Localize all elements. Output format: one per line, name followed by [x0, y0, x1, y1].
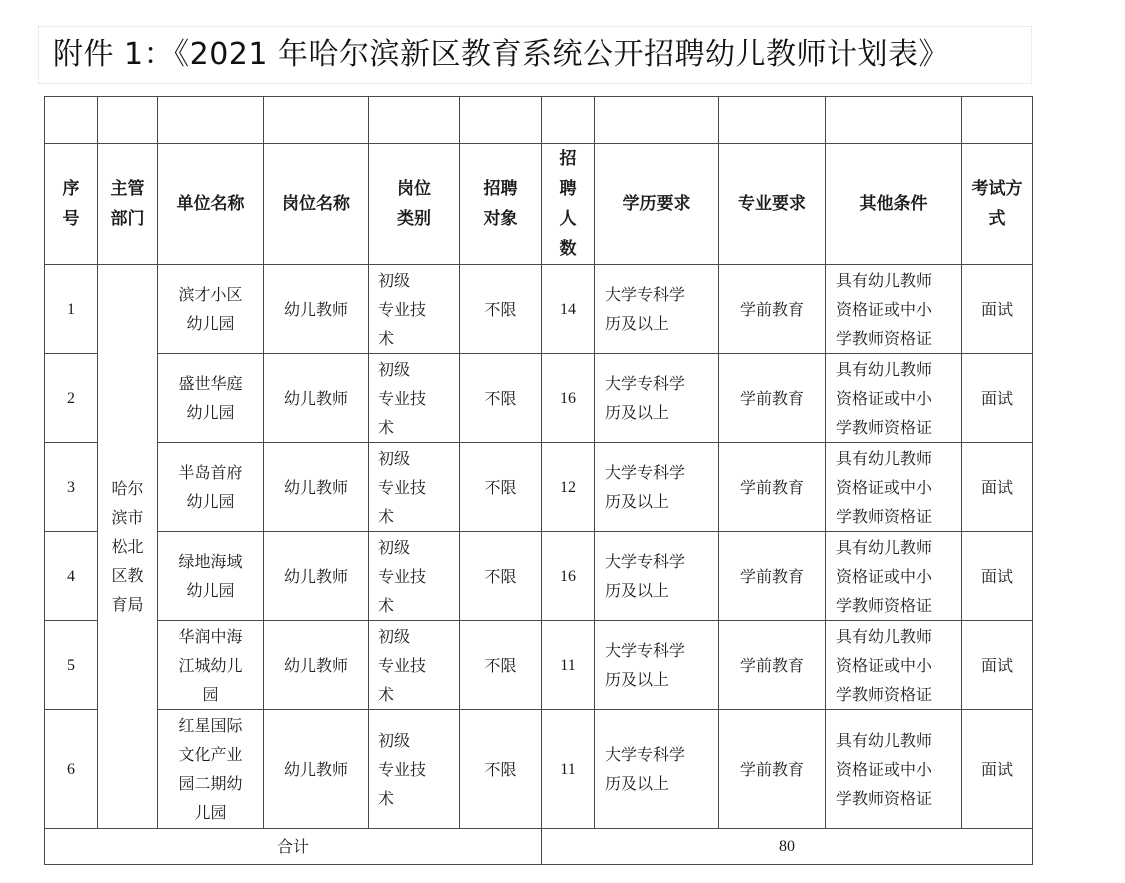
cell-exam: 面试	[962, 443, 1033, 532]
cell-unit: 盛世华庭 幼儿园	[158, 354, 264, 443]
cell-target: 不限	[460, 710, 542, 829]
header-other: 其他条件	[826, 144, 962, 265]
cell-target: 不限	[460, 443, 542, 532]
cell-exam: 面试	[962, 354, 1033, 443]
cell-education: 大学专科学 历及以上	[595, 710, 719, 829]
header-unit: 单位名称	[158, 144, 264, 265]
cell-major: 学前教育	[719, 532, 826, 621]
cell-category: 初级 专业技 术	[369, 354, 460, 443]
cell-education: 大学专科学 历及以上	[595, 265, 719, 354]
blank-cell	[595, 97, 719, 144]
cell-count: 14	[542, 265, 595, 354]
header-category: 岗位 类别	[369, 144, 460, 265]
table-row	[45, 354, 1033, 443]
cell-unit: 半岛首府 幼儿园	[158, 443, 264, 532]
header-position: 岗位名称	[264, 144, 369, 265]
cell-target: 不限	[460, 621, 542, 710]
cell-education: 大学专科学 历及以上	[595, 354, 719, 443]
cell-other: 具有幼儿教师 资格证或中小 学教师资格证	[826, 265, 962, 354]
cell-target: 不限	[460, 354, 542, 443]
cell-unit: 华润中海 江城幼儿 园	[158, 621, 264, 710]
table-row	[45, 710, 1033, 829]
cell-seq: 5	[45, 621, 98, 710]
title-main: 《2021 年哈尔滨新区教育系统公开招聘幼儿教师计划表》	[174, 37, 950, 72]
cell-category: 初级 专业技 术	[369, 532, 460, 621]
blank-cell	[460, 97, 542, 144]
blank-cell	[45, 97, 98, 144]
table-row	[45, 443, 1033, 532]
cell-unit: 红星国际 文化产业 园二期幼 儿园	[158, 710, 264, 829]
cell-other: 具有幼儿教师 资格证或中小 学教师资格证	[826, 532, 962, 621]
total-row	[45, 829, 1033, 865]
cell-other: 具有幼儿教师 资格证或中小 学教师资格证	[826, 354, 962, 443]
cell-target: 不限	[460, 265, 542, 354]
cell-seq: 2	[45, 354, 98, 443]
cell-other: 具有幼儿教师 资格证或中小 学教师资格证	[826, 710, 962, 829]
cell-unit: 滨才小区 幼儿园	[158, 265, 264, 354]
cell-count: 11	[542, 621, 595, 710]
cell-major: 学前教育	[719, 354, 826, 443]
cell-target: 不限	[460, 532, 542, 621]
cell-position: 幼儿教师	[264, 354, 369, 443]
cell-position: 幼儿教师	[264, 621, 369, 710]
blank-cell	[719, 97, 826, 144]
cell-other: 具有幼儿教师 资格证或中小 学教师资格证	[826, 621, 962, 710]
blank-header-row	[45, 97, 1033, 144]
header-dept: 主管 部门	[98, 144, 158, 265]
cell-seq: 4	[45, 532, 98, 621]
blank-cell	[158, 97, 264, 144]
cell-seq: 6	[45, 710, 98, 829]
blank-cell	[542, 97, 595, 144]
header-target: 招聘 对象	[460, 144, 542, 265]
total-label: 合计	[45, 829, 542, 865]
table-row	[45, 532, 1033, 621]
cell-exam: 面试	[962, 532, 1033, 621]
table-row	[45, 621, 1033, 710]
cell-department: 哈尔 滨市 松北 区教 育局	[98, 265, 158, 829]
header-seq: 序 号	[45, 144, 98, 265]
title-prefix: 附件 1：	[53, 37, 175, 72]
cell-education: 大学专科学 历及以上	[595, 621, 719, 710]
cell-category: 初级 专业技 术	[369, 710, 460, 829]
cell-major: 学前教育	[719, 621, 826, 710]
blank-cell	[264, 97, 369, 144]
cell-count: 16	[542, 354, 595, 443]
cell-unit: 绿地海域 幼儿园	[158, 532, 264, 621]
cell-position: 幼儿教师	[264, 710, 369, 829]
cell-education: 大学专科学 历及以上	[595, 443, 719, 532]
blank-cell	[962, 97, 1033, 144]
cell-position: 幼儿教师	[264, 443, 369, 532]
recruitment-plan-table	[44, 96, 1033, 865]
blank-cell	[98, 97, 158, 144]
cell-major: 学前教育	[719, 710, 826, 829]
header-count: 招 聘 人 数	[542, 144, 595, 265]
cell-exam: 面试	[962, 621, 1033, 710]
cell-exam: 面试	[962, 710, 1033, 829]
header-exam: 考试方 式	[962, 144, 1033, 265]
table-row	[45, 265, 1033, 354]
cell-count: 12	[542, 443, 595, 532]
cell-major: 学前教育	[719, 443, 826, 532]
cell-position: 幼儿教师	[264, 265, 369, 354]
cell-education: 大学专科学 历及以上	[595, 532, 719, 621]
cell-count: 16	[542, 532, 595, 621]
title-box	[38, 26, 1032, 84]
cell-exam: 面试	[962, 265, 1033, 354]
cell-seq: 3	[45, 443, 98, 532]
cell-category: 初级 专业技 术	[369, 443, 460, 532]
blank-cell	[826, 97, 962, 144]
cell-category: 初级 专业技 术	[369, 621, 460, 710]
cell-seq: 1	[45, 265, 98, 354]
header-row	[45, 144, 1033, 265]
cell-count: 11	[542, 710, 595, 829]
total-value: 80	[542, 829, 1033, 865]
cell-category: 初级 专业技 术	[369, 265, 460, 354]
cell-major: 学前教育	[719, 265, 826, 354]
document-title	[53, 35, 949, 75]
cell-position: 幼儿教师	[264, 532, 369, 621]
blank-cell	[369, 97, 460, 144]
header-major: 专业要求	[719, 144, 826, 265]
header-education: 学历要求	[595, 144, 719, 265]
cell-other: 具有幼儿教师 资格证或中小 学教师资格证	[826, 443, 962, 532]
